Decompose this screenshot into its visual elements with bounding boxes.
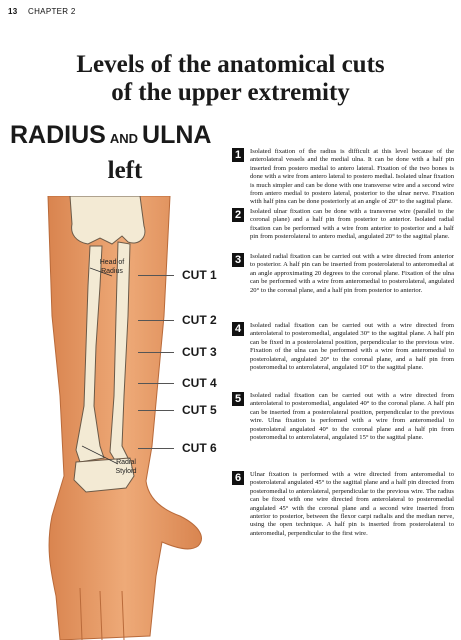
page-number: 13 [8,7,18,16]
cut-6-label: CUT 6 [182,441,217,455]
item-text: Isolated radial fixation can be carried out with a wire directed from anterolateral to posteromedial, angulated 30° to the sagittal plane. A half pin can be fixed in a posterolateral position, perpendicular to the previous wire. Fixation of the ulna can be performed with a wire from anteromedial to posterolateral, angulated 20° to the coronal plane, and a half pin from posteromedial to anterolateral, angulated 10° to the sagittal plane. [250,322,454,372]
cut-4-line [138,383,174,384]
item-text: Isolated fixation of the radius is difficult at this level because of the anterolateral vessels and the medial ulna. It can be done with a half pin inserted from postero medial to antero lateral. Fixation of the two bones is done with a wire from antero lateral to postero medial. Isolated ulnar fixation is much simpler and can be done with one transverse wire and a second wire from antero medial to postero lateral, posterior to the ulnar nerve. Fixation with half pins can be done posteriorly at an angle of 20° to the sagittal plane. [250,148,454,206]
item-text: Isolated radial fixation can be carried out with a wire directed from anterolateral to posteromedial, angulated 40° to the coronal plane. A half pin can be inserted from a posterolateral position, perpendicular to the previous wire. Ulna fixation is performed with a wire from anteromedial to posterolateral angulated 40° to the coronal plane and a half pin from posteromedial to anterolateral, angulated 15° to the sagittal plane. [250,392,454,442]
cut-5-label: CUT 5 [182,403,217,417]
item-number: 2 [232,208,244,222]
bone-side: left [107,157,143,184]
page-title [0,51,461,107]
title-line-2: of the upper extremity [111,79,350,106]
bone-radius: RADIUS [10,121,106,149]
cut-2-line [138,320,174,321]
cut-5-line [138,410,174,411]
item-number: 6 [232,471,244,485]
title-line-1: Levels of the anatomical cuts [76,51,385,78]
cut-3-line [138,352,174,353]
item-number: 3 [232,253,244,267]
bone-ulna: ULNA [142,121,212,149]
cut-3-label: CUT 3 [182,345,217,359]
item-text: Isolated radial fixation can be carried out with a wire directed from anterior to posterior. A half pin can be inserted from posterolateral to anteromedial at an angle approximating 20 degrees to the coronal plane. Fixation of the ulna can be performed with a wire from anteromedial to posterolateral, angulated 20° to the coronal plane, and a half pin from posterior to anterior. [250,253,454,294]
item-number: 1 [232,148,244,162]
item-number: 5 [232,392,244,406]
cut-4-label: CUT 4 [182,376,217,390]
label-head-of-radius: Head of Radius [99,259,125,275]
elbow-bone [70,196,145,244]
label-radial-styloid: Radial Styloid [115,459,137,475]
chapter-label: CHAPTER 2 [28,7,76,16]
cut-2-label: CUT 2 [182,313,217,327]
item-text: Isolated ulnar fixation can be done with a transverse wire (parallel to the coronal plane) and a half pin from posterior to anterior. Isolated radial fixation can be performed with a wire from anterior to posterior and a half pin from posterolateral to antero medial, angulated 20° to the sagittal plane. [250,208,454,241]
item-text: Ulnar fixation is performed with a wire directed from anteromedial to posterolateral angulated 45° to the sagittal plane and a half pin directed from posteromedial to anterolateral, perpendicular to the previous wire. The radius can be fixed with one wire directed from anterolateral to posteromedial angulated 45° with the coronal plane and a second wire inserted from anterior to posterior, between the flexor carpi radialis and the median nerve, using the open technique. A half pin is inserted from posterolateral to anteromedial, perpendicular to the first wire. [250,471,454,537]
cut-1-label: CUT 1 [182,268,217,282]
item-number: 4 [232,322,244,336]
bone-and: AND [109,131,139,146]
cut-6-line [138,448,174,449]
bone-title [10,122,220,184]
page-header [8,7,76,16]
cut-1-line [138,275,174,276]
